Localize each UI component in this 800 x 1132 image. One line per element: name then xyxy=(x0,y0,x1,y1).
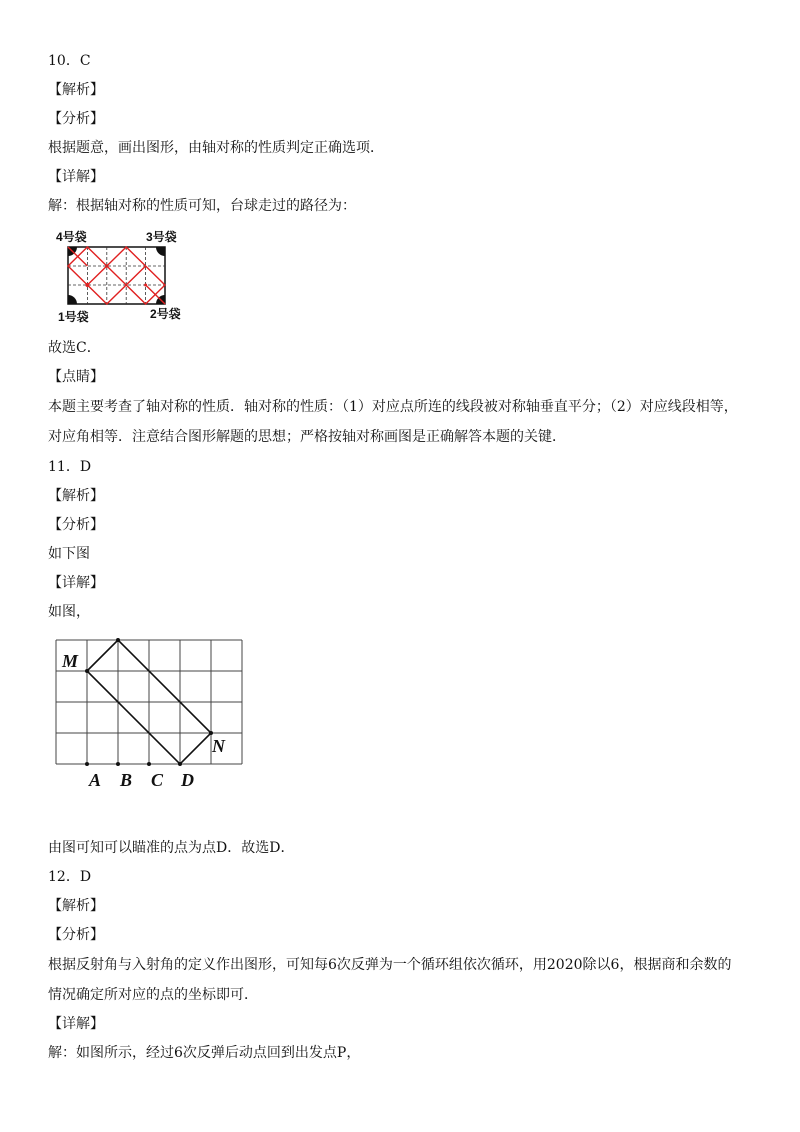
grid-figure xyxy=(50,630,250,795)
pocket-4-label: 4号袋 xyxy=(56,230,87,244)
point-A xyxy=(85,762,89,766)
q10-comment-line1: 本题主要考查了轴对称的性质．轴对称的性质：（1）对应点所连的线段被对称轴垂直平分；（2）对应线段相等， xyxy=(48,399,738,415)
point-B xyxy=(116,762,120,766)
label-N: N xyxy=(212,736,225,756)
pocket-1-label: 1号袋 xyxy=(58,310,89,324)
point-C xyxy=(147,762,151,766)
q11-conclusion: 由图可知可以瞄准的点为点D．故选D． xyxy=(48,840,295,856)
q12-solution: 解：如图所示，经过6次反弹后动点回到出发点P， xyxy=(48,1045,361,1061)
q10-analysis: 根据题意，画出图形，由轴对称的性质判定正确选项． xyxy=(48,140,384,156)
q11-number: 11．D xyxy=(48,459,92,475)
path-arrow xyxy=(105,265,108,268)
q11-solution: 如图， xyxy=(48,604,90,620)
pocket-2-label: 2号袋 xyxy=(150,307,181,321)
pocket-1-icon xyxy=(68,295,77,304)
label-B: B xyxy=(120,770,133,790)
q12-number: 12．D xyxy=(48,869,92,885)
label-A: A xyxy=(89,770,102,790)
label-M: M xyxy=(62,651,79,671)
pocket-3-icon xyxy=(156,247,165,256)
q10-jiexi-heading: 【解析】 xyxy=(48,82,104,98)
point-M xyxy=(85,669,89,673)
q11-fenxi-heading: 【分析】 xyxy=(48,517,104,533)
label-D: D xyxy=(181,770,194,790)
q10-comment-line2: 对应角相等．注意结合图形解题的思想；严格按轴对称画图是正确解答本题的关键． xyxy=(48,429,566,445)
q12-analysis-line1: 根据反射角与入射角的定义作出图形，可知每6次反弹为一个循环组依次循环，用2020除以6，根据商和余数的 xyxy=(48,957,732,973)
q10-xiangjie-heading: 【详解】 xyxy=(48,169,104,185)
q12-fenxi-heading: 【分析】 xyxy=(48,927,104,943)
pocket-3-label: 3号袋 xyxy=(146,230,177,244)
q10-answer: 故选C． xyxy=(48,340,101,356)
q11-analysis: 如下图 xyxy=(48,546,90,562)
q12-jiexi-heading: 【解析】 xyxy=(48,898,104,914)
q10-number: 10．C xyxy=(48,53,91,69)
billiard-table-figure xyxy=(50,228,200,326)
q12-xiangjie-heading: 【详解】 xyxy=(48,1016,104,1032)
point-N xyxy=(209,731,213,735)
q10-dianjing-heading: 【点睛】 xyxy=(48,369,104,385)
vertex-point xyxy=(116,638,120,642)
label-C: C xyxy=(151,770,164,790)
q12-analysis-line2: 情况确定所对应的点的坐标即可． xyxy=(48,987,258,1003)
point-D xyxy=(178,762,182,766)
q11-xiangjie-heading: 【详解】 xyxy=(48,575,104,591)
q10-solution: 解：根据轴对称的性质可知，台球走过的路径为： xyxy=(48,198,356,214)
path-arrow xyxy=(144,284,147,287)
q11-jiexi-heading: 【解析】 xyxy=(48,488,104,504)
ball-path xyxy=(68,247,165,304)
ball-start xyxy=(85,283,89,287)
q10-fenxi-heading: 【分析】 xyxy=(48,111,104,127)
